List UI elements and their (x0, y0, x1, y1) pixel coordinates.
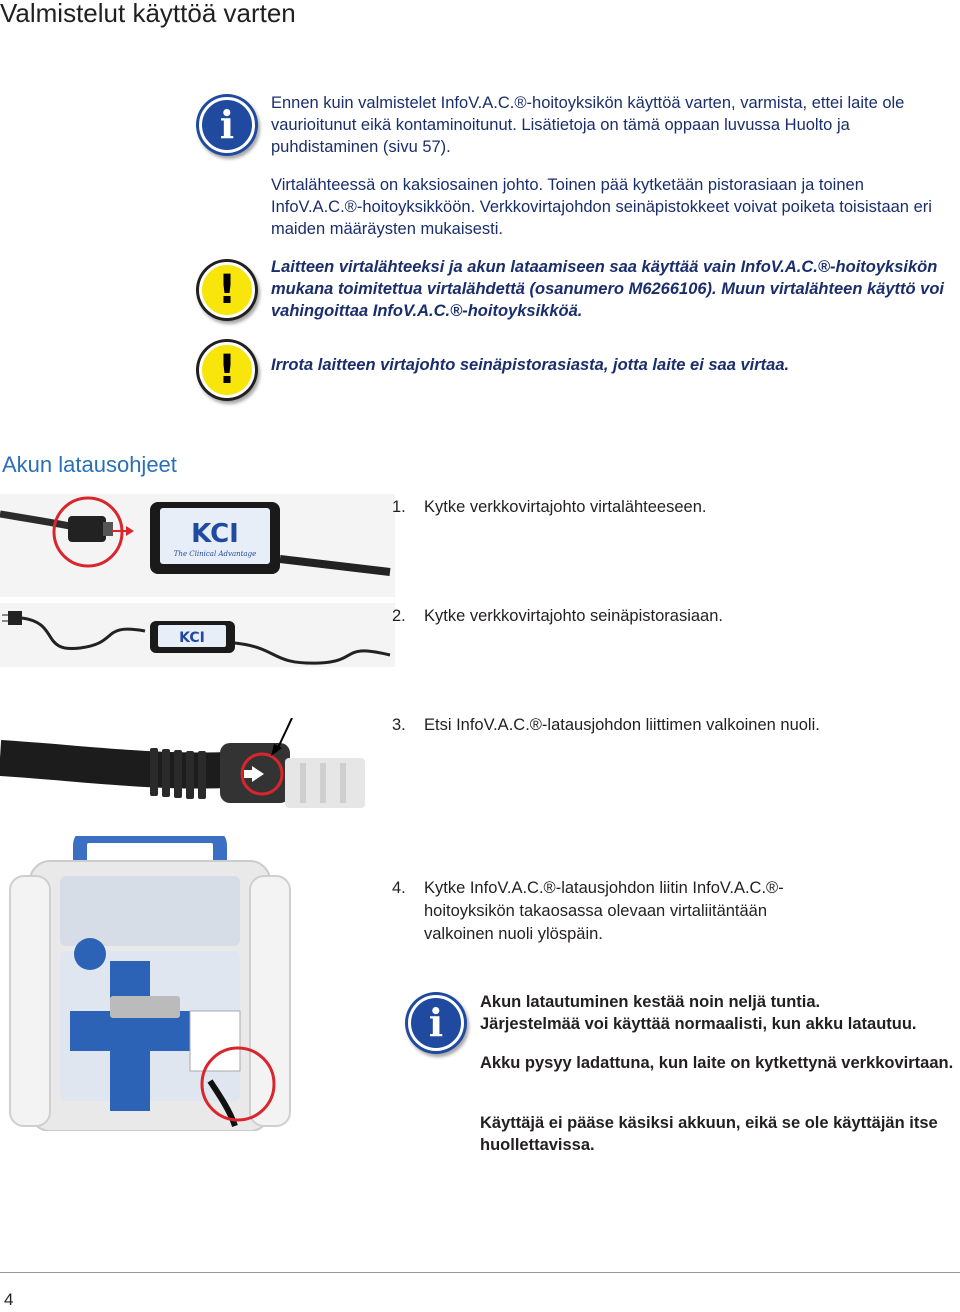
footer-divider (0, 1272, 960, 1273)
note-charge-time: Akun latautuminen kestää noin neljä tuntia. (480, 993, 821, 1011)
warning-text-1: Laitteen virtalähteeksi ja akun lataamiseen saa käyttää vain InfoV.A.C.®-hoitoyksikön mukana toimitettua virtalähdettä (osanumero M6266106). Muun virtalähteen käyttö voi vahingoittaa InfoV.A.C.®-hoitoyksikköä. (271, 258, 945, 320)
kci-logo: KCI (179, 630, 205, 646)
section-title: Akun latausohjeet (2, 452, 177, 477)
page-number: 4 (4, 1290, 14, 1309)
step-2: 2. Kytke verkkovirtajohto seinäpistorasiaan. (392, 607, 723, 625)
warning-icon: ! (199, 262, 255, 318)
kci-logo: KCI (191, 519, 239, 549)
note-use-while-charging: Järjestelmää voi käyttää normaalisti, kun akku latautuu. (480, 1015, 917, 1033)
kci-tagline: The Clinical Advantage (173, 550, 257, 558)
device-back-image (0, 836, 300, 1131)
info-icon: i (199, 97, 255, 153)
note-stays-charged: Akku pysyy ladattuna, kun laite on kytkettynä verkkovirtaan. (480, 1054, 954, 1072)
intro-paragraph-2: Virtalähteessä on kaksiosainen johto. Toinen pää kytketään pistorasiaan ja toinen InfoV.A.C.®-hoitoyksikköön. Verkkovirtajohdon seinäpistokkeet voivat poiketa toisistaan eri maiden määräysten mukaisesti. (271, 176, 932, 238)
connector-image (0, 718, 375, 828)
warning-text-2: Irrota laitteen virtajohto seinäpistorasiasta, jotta laite ei saa virtaa. (271, 356, 790, 374)
step-3: 3. Etsi InfoV.A.C.®-latausjohdon liittimen valkoinen nuoli. (392, 716, 820, 734)
info-icon: i (408, 995, 464, 1051)
step-4: 4. Kytke InfoV.A.C.®-latausjohdon liitin InfoV.A.C.®-hoitoyksikön takaosassa olevaan virtaliitäntään valkoinen nuoli ylöspäin. (392, 879, 784, 943)
power-supply-image (0, 494, 395, 597)
intro-paragraph-1: Ennen kuin valmistelet InfoV.A.C.®-hoitoyksikön käyttöä varten, varmista, ettei laite ole vaurioitunut eikä kontaminoitunut. Lisätietoja on tämä oppaan luvussa Huolto ja puhdistaminen (sivu 57). (271, 94, 905, 156)
page-title: Valmistelut käyttöä varten (0, 0, 296, 28)
wall-plug-image (0, 603, 395, 667)
warning-icon: ! (199, 342, 255, 398)
note-not-serviceable: Käyttäjä ei pääse käsiksi akkuun, eikä se ole käyttäjän itse huollettavissa. (480, 1114, 938, 1154)
step-1: 1. Kytke verkkovirtajohto virtalähteeseen. (392, 498, 707, 516)
